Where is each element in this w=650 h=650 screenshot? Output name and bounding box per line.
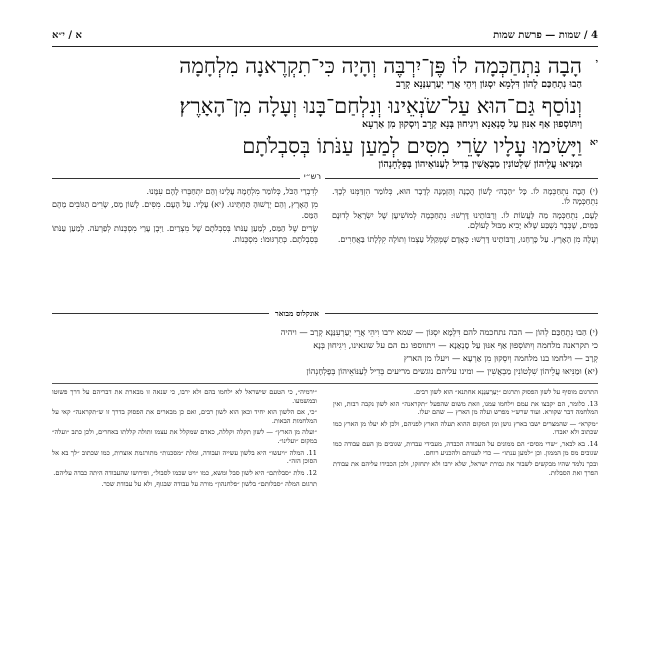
note-paragraph: תרגום המלה ״סבלותם״ בלשון ״פלחנהון״ מורה על עבודה שבגוף, ולא על עבודת שכר. xyxy=(101,480,317,489)
note-paragraph: 14. בא לבאר, ״שרי מסים״ הם ממונים על העבודה הכבדה, מעבידי עבדות, שגובים מן העם עבודה כמו שגובים מס מן הממון. וכן ״למען ענתו״ — כדי לענותם ולהכניע רוחם. xyxy=(333,439,598,457)
onkelos-divider xyxy=(52,309,598,324)
verse xyxy=(52,133,598,170)
onkelos-line: קְרָב — וילחמו בנו מלחמה וְיִסְקוּן מִן אַרְעָא — ויעלו מן הארץ xyxy=(403,353,598,363)
rashi-column-left xyxy=(52,187,318,307)
rashi-paragraph: לְדִבְרֵי הַכֹּל, כְּלוֹמַר מִלְחָמָה עָלֵינוּ וְהֵם יִתְחַבְּרוּ לָהֶם עִמָּנוּ. xyxy=(146,187,318,196)
verse-onkelos-text: וְיִתּוֹסְפוּן אַף אִנּוּן עַל סָנְאַנָא וִיגִיחוּן בְּנָא קְרָב וְיִסְקוּן מִן אַרְעָא xyxy=(362,119,582,130)
rashi-paragraph: וְעָלָה מִן הָאָרֶץ. עַל כָּרְחֵנוּ, וְרַבּוֹתֵינוּ דָּרְשׁוּ: כְּאָדָם שֶׁמְּקַלֵּל עַצְמוֹ וְתוֹלֶה קִלְלָתוֹ בַּאֲחֵרִים. xyxy=(337,234,598,244)
note-paragraph: 13. כלומר, הם יקבצו את עמם וילחמו עמנו, וזאת משום שהפעל ״תקראנה״ הוא לשון נקבה רבות, ואין המלחמה דבר שקורא. ועוד שרש״י מפרש ועלה מן הארץ — שהם יעלו. xyxy=(333,399,598,417)
rashi-label: רש״י xyxy=(300,172,325,181)
note-paragraph: ״מקרא״ — שהמצרים ישבו בארץ גושן ומן המקום ההוא תעלה הארץ לפניהם, ולכן לא יעלו מן הארץ כמו שכתוב ולא יאבדו. xyxy=(333,419,598,437)
verse-hebrew-text: וַיָּשִׂימוּ עָלָיו שָׂרֵי מִסִּים לְמַעַן עַנֹּתוֹ בְּסִבְלֹתָם xyxy=(242,134,582,158)
rashi-paragraph: שָׂרִים שֶׁל הַמַּס, לְמַעַן עַנֹּתוֹ בְּסִבְלֹתָם שֶׁל מִצְרַיִם. וַיִּבֶן עָרֵי מִסְכְּנוֹת לְפַרְעֹה. לְמַעַן עַנֹּתוֹ בְּסִבְלֹתָם. כְּתַרְגּוּמוֹ: מִסְכְּנוֹת. xyxy=(52,224,318,244)
rashi-column-right xyxy=(332,187,598,307)
note-paragraph: 11. המלה ״ויעשו״ היא בלשון עשייה ועבודה, ומלת ״מסכנות״ מתורגמת אוצרות, כמו שכתוב ״לך בא אל הסוכן הזה״. xyxy=(52,448,317,466)
page-header xyxy=(52,28,598,47)
note-paragraph: התרגום מוסיף על לשון הפסוק ותרגום ״יְעַרְעִנַּנָא אחתנא״ הוא לשון רבים. xyxy=(413,388,598,396)
verse-hebrew-text: הָבָה נִּתְחַכְּמָה לוֹ פֶּן־יִרְבֶּה וְהָיָה כִּי־תִקְרֶאנָה מִלְחָמָה xyxy=(179,54,582,78)
note-paragraph: ״ועלה מן הארץ״ — לשון תקלה וקללה, כאדם שמקלל את עצמו ותולה קללתו באחרים, ולכן כתב ״ועלה״ במקום ״ועלינו״. xyxy=(52,428,317,445)
verse-onkelos-text: וּמַנִּיאוּ עֲלֵיהוֹן שִׁלְטוֹנִין מַבְאֲשִׁין בְּדִיל לְעַנּוֹאֵיהוֹן בְּפָלְחָנְהוֹן xyxy=(378,159,582,170)
note-paragraph: ״ירמיה״, כי הטעם שישראל לא ילחמו בהם ולא ירבו, כי שנאה זו מבארת את דבריהם על דרך פשוטו ובמשמעו. xyxy=(52,388,317,405)
verse-onkelos-text: הַבוּ נִתְחַכַּם לְהוֹן דִּלְמָא יִסְגּוֹן וִיהֵי אֲרֵי יְעַרְעִנַּנָא קְרָב xyxy=(395,79,582,90)
note-paragraph: 12. מלת ״סבלותם״ היא לשון סבל ומשא, כמו ״ויט שכמו לסבול״, ופירושו שהעבודה היתה כבדה עליהם. xyxy=(53,468,317,477)
footnotes-section xyxy=(52,388,598,613)
onkelos-line: (יא) וּמַנִּיאוּ עֲלֵיהוֹן שִׁלְטוֹנִין מַבְאֲשִׁין — ומינו עליהם נוגשים מריעים בְּדִיל לְעַנּוֹאֵיהוֹן בְּפָלְחָנְהוֹן xyxy=(306,366,598,376)
onkelos-section-title: אונקלוס מבואר xyxy=(269,309,325,318)
rashi-commentary xyxy=(52,187,598,307)
onkelos-commentary xyxy=(52,326,598,377)
rashi-paragraph: (י) הָבָה נִתְחַכְּמָה לוֹ. כָּל ״הָבָה״ לָשׁוֹן הֲכָנָה וְהַזְמָנָה לְדָבָר הוּא, כְּלוֹמַר הִזְדַּמְּנוּ לְכָךְ. נִתְחַכְּמָה לוֹ. xyxy=(332,187,598,207)
verse-number: יא xyxy=(589,138,598,148)
note-paragraph: ובכך נלמד שהיו מבקשים לשבור את גבורת ישראל, שלא ירבו ולא יתחזקו, ולכן הכבידו עליהם את עבודת הפרך ואת הסבלות. xyxy=(333,460,598,477)
rashi-paragraph: מִן הָאָרֶץ, וְהֵם יְרָשׁוּהָ תַּחְתֵּינוּ. (יא) עָלָיו. עַל הָעָם. מִסִּים. לָשׁוֹן מַס, שָׂרִים הַגּוֹבִים מֵהֶם הַמַּס. xyxy=(52,200,318,220)
notes-column-left xyxy=(52,388,317,613)
running-head-parasha: 4 / שמות — פרשת שמות xyxy=(493,30,598,41)
onkelos-line: (י) הַבוּ נִתְחַכַּם לְהוֹן — הבה נתחכמה להם דִּלְמָא יִסְגּוֹן — שמא ירבו וִיהֵי אֲרֵי יְעַרְעִנַּנָא קְרָב — ויהיה xyxy=(280,327,598,337)
footnote-divider xyxy=(52,383,598,384)
torah-text-block xyxy=(52,53,598,170)
verse xyxy=(52,93,598,130)
verse-number: י xyxy=(595,58,598,68)
rashi-paragraph: לָעָם, נִתְחַכְּמָה מַה לַּעֲשׂוֹת לוֹ. וְרַבּוֹתֵינוּ דָּרְשׁוּ: נִתְחַכְּמָה לְמוֹשִׁיעָן שֶׁל יִשְׂרָאֵל לְדוּנָם בַּמַּיִם, שֶׁכְּבָר נִשְׁבַּע שֶׁלֹּא יָבִיא מַבּוּל לָעוֹלָם. xyxy=(332,210,598,231)
rashi-divider xyxy=(52,172,598,181)
verse-hebrew-text: וְנוֹסַף גַּם־הוּא עַל־שֹׂנְאֵינוּ וְנִלְחַם־בָּנוּ וְעָלָה מִן־הָאָרֶץ׃ xyxy=(179,94,582,118)
running-head-chapter-verse: א / י״א xyxy=(52,30,82,41)
onkelos-line: כי תקראנה מלחמה וְיִתּוֹסְפוּן אַף אִנּוּן עַל סָנְאַנָא — ויתווספו גם הם על שונאינו, וִיגִיחוּן בְּנָא xyxy=(313,340,598,350)
verse xyxy=(52,53,598,90)
note-paragraph: ״כי, אם הלשון הוא יחיד וכאן הוא לשון רבים, ואם כן מבארים את הפסוק בדרך זו ש״תקראנה״ קאי על המלחמות הבאות. xyxy=(52,408,317,425)
notes-column-right xyxy=(333,388,598,613)
